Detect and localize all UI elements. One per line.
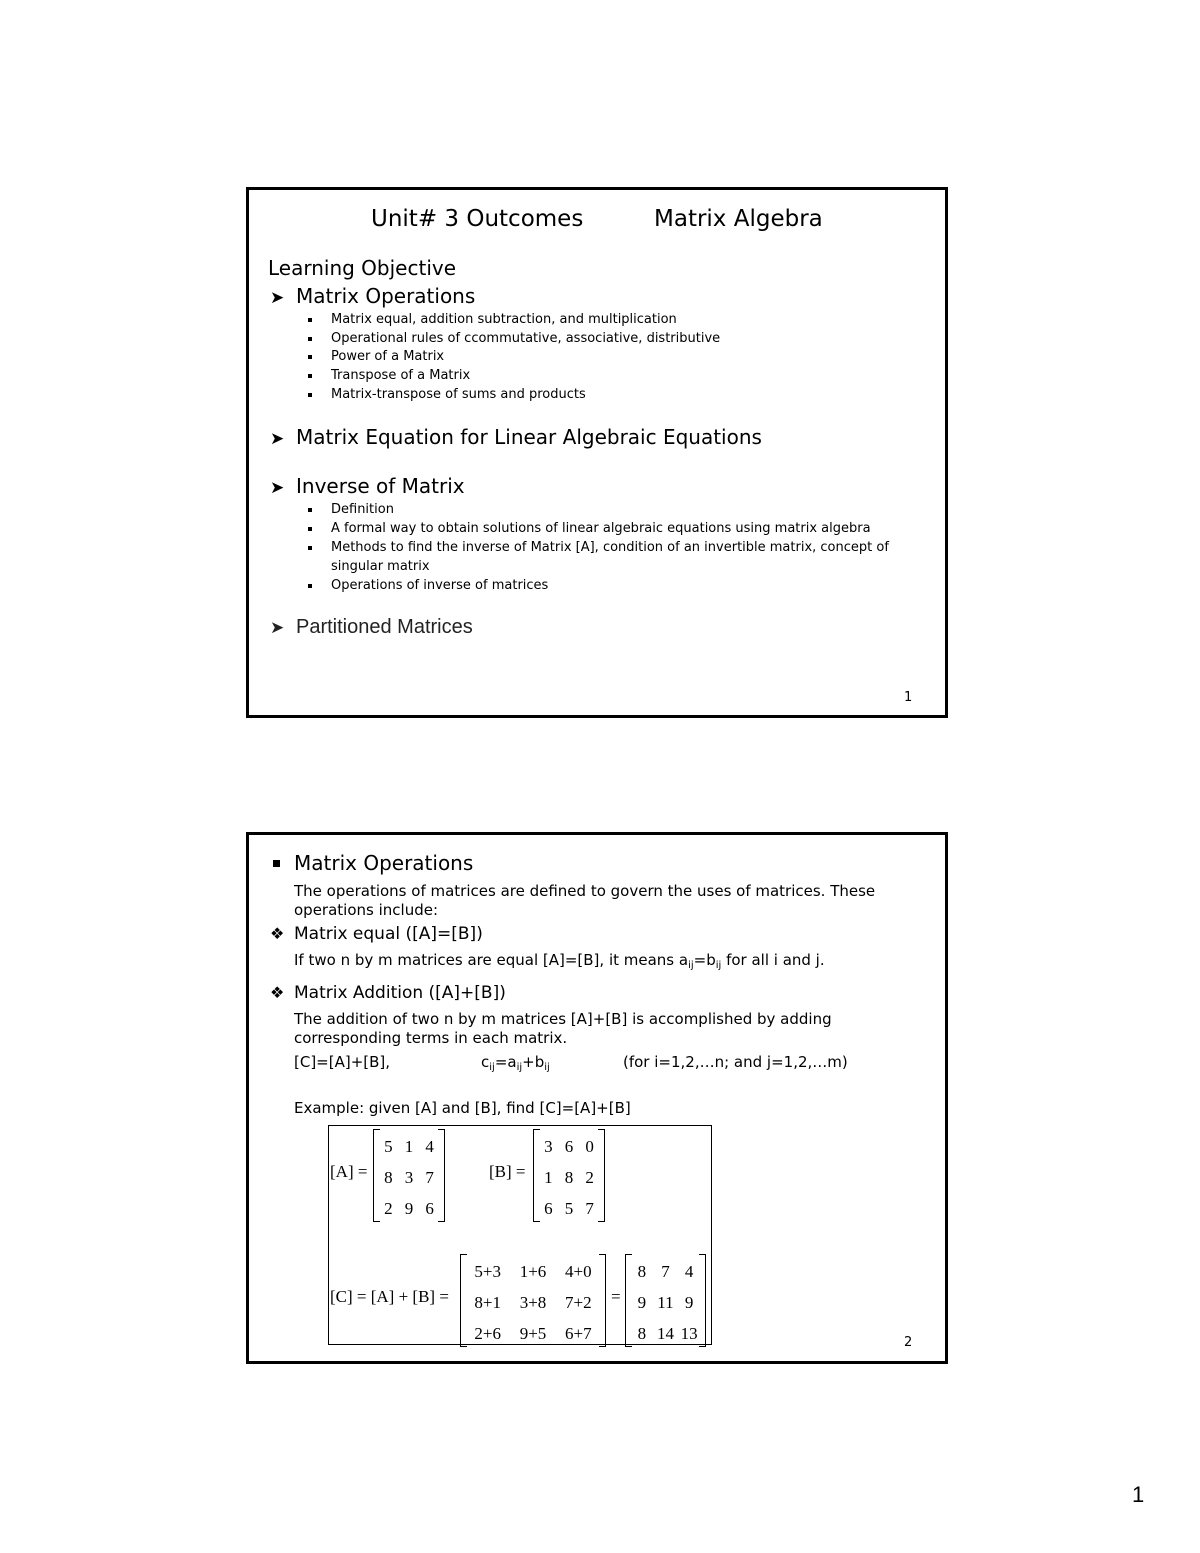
matrix-equal-text: If two n by m matrices are equal [A]=[B], it means $a_{ij}=b_{ij}$ for all i and j. [294, 951, 825, 971]
square-bullet-icon [308, 527, 312, 531]
addition-line-1: The addition of two n by m matrices [A]+[B] is accomplished by adding [294, 1010, 832, 1028]
matrix-cell: 4 [684, 1262, 694, 1281]
square-bullet-icon [273, 860, 280, 867]
formula-mid: $c_{ij}=a_{ij}+b_{ij}$ [481, 1053, 550, 1073]
matrix-cell: 1+6 [519, 1262, 547, 1281]
matrix-cell: 13 [680, 1324, 698, 1343]
square-bullet-icon [308, 584, 312, 588]
arrow-bullet-icon: ➤ [270, 429, 285, 449]
matrix-cell: 8 [564, 1168, 574, 1187]
square-bullet-icon [308, 508, 312, 512]
slide-number: 1 [904, 690, 913, 705]
matrix-cell: 7+2 [565, 1293, 592, 1312]
matrix-cell: 14 [656, 1324, 674, 1343]
slide-title-right: Matrix Algebra [654, 206, 823, 232]
list-item: Methods to find the inverse of Matrix [A], condition of an invertible matrix, concept of [331, 540, 889, 555]
addition-line-2: corresponding terms in each matrix. [294, 1029, 568, 1047]
arrow-bullet-icon: ➤ [270, 618, 285, 637]
matrix-cell: 7 [585, 1199, 594, 1218]
matrix-cell: 5 [564, 1199, 574, 1218]
matrix-cell: 4+0 [565, 1262, 592, 1281]
list-item: Matrix-transpose of sums and products [331, 387, 586, 402]
list-item: Operational rules of ccommutative, associative, distributive [331, 331, 720, 346]
matrix-cell: 7 [425, 1168, 434, 1187]
list-item: A formal way to obtain solutions of linear algebraic equations using matrix algebra [331, 521, 871, 536]
slide-heading-matrix-operations: Matrix Operations [294, 851, 473, 875]
matrix-cell: 3 [404, 1168, 414, 1187]
section-heading-matrix-operations: ➤ Matrix Operations [270, 284, 476, 308]
matrix-a [373, 1129, 445, 1222]
slide-number: 2 [904, 1335, 913, 1350]
arrow-bullet-icon: ➤ [270, 288, 285, 308]
page-number: 1 [1132, 1482, 1145, 1507]
matrix-c-label: [C] = [A] + [B] = [330, 1287, 449, 1306]
matrix-cell: 4 [425, 1137, 434, 1156]
square-bullet-icon [308, 318, 312, 322]
matrix-cell: 3 [544, 1137, 553, 1156]
square-bullet-icon [308, 337, 312, 341]
matrix-equal-heading: ❖ Matrix equal ([A]=[B]) [270, 924, 483, 944]
matrix-cell: 1 [544, 1168, 553, 1187]
matrix-b [533, 1129, 605, 1222]
matrix-cell: 6 [544, 1199, 553, 1218]
matrix-cell: 9 [684, 1293, 694, 1312]
matrix-cell: 7 [661, 1262, 670, 1281]
list-item: Operations of inverse of matrices [331, 578, 548, 593]
square-bullet-icon [308, 546, 312, 550]
learning-objective-label: Learning Objective [268, 256, 457, 280]
matrix-c [625, 1254, 706, 1347]
matrix-sum [460, 1254, 606, 1347]
example-box [328, 1125, 712, 1345]
matrix-cell: 6+7 [565, 1324, 592, 1343]
square-bullet-icon [308, 355, 312, 359]
matrix-cell: 6 [564, 1137, 574, 1156]
matrix-cell: 9 [637, 1293, 647, 1312]
intro-line-2: operations include: [294, 901, 439, 919]
matrix-a-label: [A] = [330, 1162, 368, 1181]
matrix-cell: 5 [384, 1137, 393, 1156]
matrix-cell: 8 [384, 1168, 393, 1187]
matrix-cell: 9 [404, 1199, 414, 1218]
equals-sign: = [611, 1287, 621, 1306]
list-item: Matrix equal, addition subtraction, and multiplication [331, 312, 677, 327]
matrix-cell: 1 [404, 1137, 414, 1156]
example-prompt: Example: given [A] and [B], find [C]=[A]+[B] [294, 1099, 631, 1117]
matrix-addition-heading: ❖ Matrix Addition ([A]+[B]) [270, 983, 506, 1003]
list-item: Transpose of a Matrix [331, 368, 470, 383]
list-item: Power of a Matrix [331, 349, 444, 364]
square-bullet-icon [308, 374, 312, 378]
matrix-cell: 5+3 [474, 1262, 501, 1281]
square-bullet-icon [308, 393, 312, 397]
intro-line-1: The operations of matrices are defined to govern the uses of matrices. These [294, 882, 876, 900]
slide-title-left: Unit# 3 Outcomes [371, 206, 584, 232]
matrix-cell: 6 [425, 1199, 434, 1218]
matrix-cell: 11 [657, 1293, 674, 1312]
diamond-bullet-icon: ❖ [270, 924, 285, 943]
matrix-cell: 3+8 [519, 1293, 547, 1312]
formula-right: (for i=1,2,…n; and j=1,2,…m) [623, 1053, 848, 1071]
matrix-cell: 0 [585, 1137, 594, 1156]
matrix-cell: 8+1 [474, 1293, 501, 1312]
matrix-cell: 2 [585, 1168, 594, 1187]
list-item: Definition [331, 502, 394, 517]
slide-2 [246, 832, 948, 1364]
diamond-bullet-icon: ❖ [270, 983, 285, 1002]
matrix-cell: 8 [637, 1324, 647, 1343]
matrix-cell: 9+5 [519, 1324, 547, 1343]
section-heading-partitioned: ➤ Partitioned Matrices [270, 616, 473, 638]
matrix-b-label: [B] = [489, 1162, 526, 1181]
matrix-cell: 2 [384, 1199, 393, 1218]
slide-1 [246, 187, 948, 718]
matrix-cell: 8 [637, 1262, 647, 1281]
section-heading-inverse: ➤ Inverse of Matrix [270, 474, 465, 498]
matrix-cell: 2+6 [474, 1324, 501, 1343]
section-heading-matrix-equation: ➤ Matrix Equation for Linear Algebraic Equations [270, 425, 762, 449]
list-item-continuation: singular matrix [331, 559, 430, 574]
formula-left: [C]=[A]+[B], [294, 1053, 391, 1071]
arrow-bullet-icon: ➤ [270, 478, 285, 498]
